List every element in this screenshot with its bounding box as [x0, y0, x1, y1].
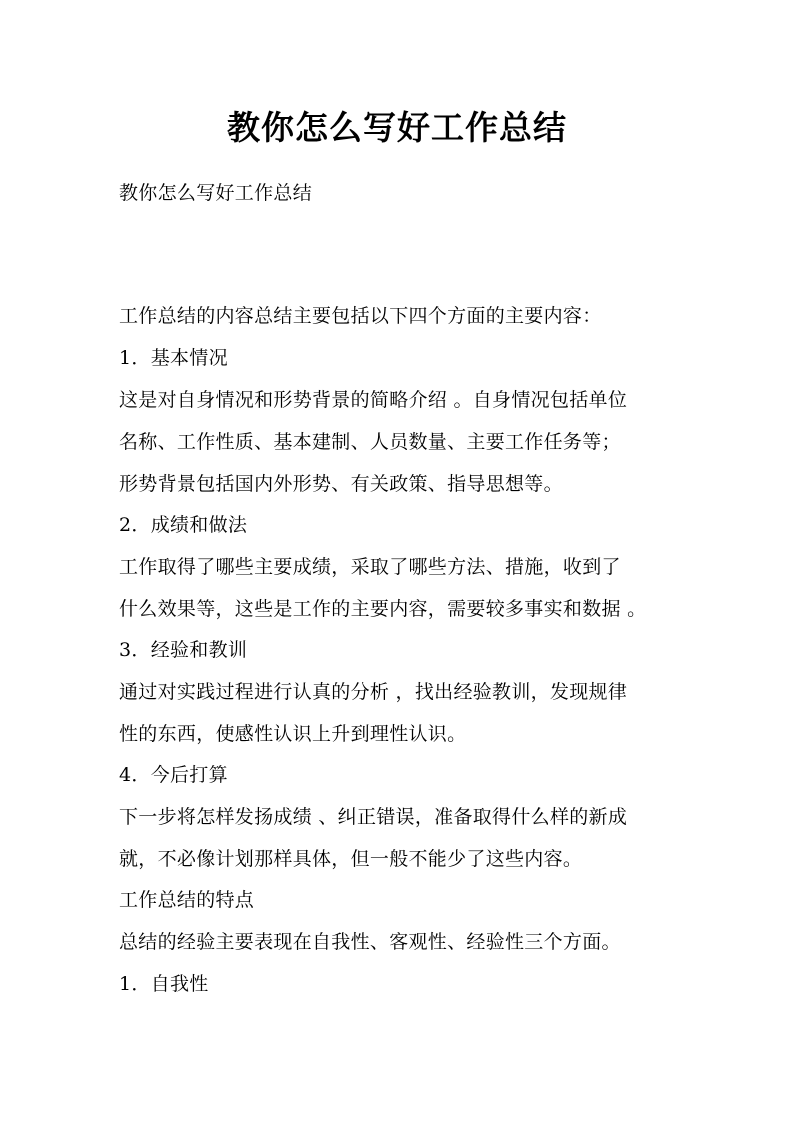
subtitle-line: 教你怎么写好工作总结: [119, 182, 313, 204]
document-title: 教你怎么写好工作总结: [227, 108, 567, 147]
section-heading-self: 1．自我性: [119, 973, 209, 995]
intro-paragraph: 工作总结的内容总结主要包括以下四个方面的主要内容：: [119, 305, 602, 327]
section-heading-experience: 3．经验和教训: [119, 639, 248, 661]
paragraph-line: 总结的经验主要表现在自我性、客观性、经验性三个方面。: [119, 931, 621, 953]
section-heading-basic-situation: 1．基本情况: [119, 347, 228, 369]
paragraph-line: 形势背景包括国内外形势、有关政策、指导思想等。: [119, 473, 563, 495]
paragraph-line: 性的东西，使感性认识上升到理性认识。: [119, 723, 467, 745]
section-heading-future-plans: 4．今后打算: [119, 764, 228, 786]
paragraph-line: 这是对自身情况和形势背景的简略介绍 。自身情况包括单位: [119, 389, 628, 411]
section-heading-achievements: 2．成绩和做法: [119, 514, 248, 536]
paragraph-line: 名称、工作性质、基本建制、人员数量、主要工作任务等；: [119, 431, 621, 453]
paragraph-line: 就，不必像计划那样具体，但一般不能少了这些内容。: [119, 848, 583, 870]
section-heading-characteristics: 工作总结的特点: [119, 889, 255, 911]
paragraph-line: 工作取得了哪些主要成绩，采取了哪些方法、措施，收到了: [119, 556, 621, 578]
paragraph-line: 下一步将怎样发扬成绩 、纠正错误，准备取得什么样的新成: [119, 806, 628, 828]
paragraph-line: 什么效果等，这些是工作的主要内容，需要较多事实和数据 。: [119, 598, 647, 620]
paragraph-line: 通过对实践过程进行认真的分析 ，找出经验教训，发现规律: [119, 681, 628, 703]
